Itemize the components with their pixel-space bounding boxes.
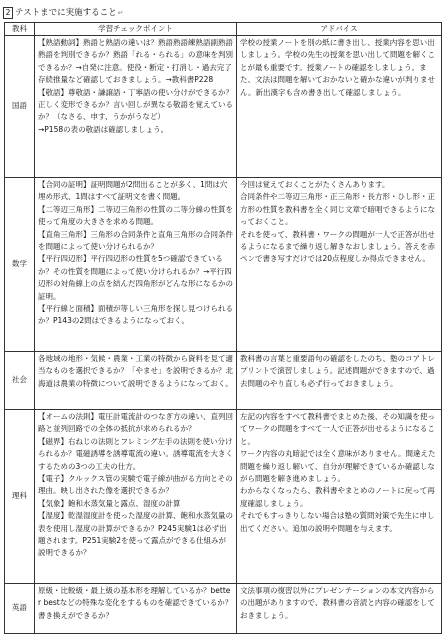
checkpoint-cell xyxy=(35,584,237,634)
checkpoint-line: 【電子】クルックス管の実験で電子線が曲がる方向とその理由。映し出された像を選択できるか？ xyxy=(38,474,233,496)
checkpoint-line: 【平行四辺形】平行四辺形の性質を5つ確認できているか？その性質を問題によって使い分けられるか？→平行四辺形の対角線上の点を結んだ四角形がどんな形になるかの証明。 xyxy=(38,254,233,301)
subject-cell: 数学 xyxy=(5,178,35,352)
advice-line: それでもすっきりしない場合は塾の質問対策で先生に申し出てください。追加の説明や問題を与えます。 xyxy=(240,511,435,533)
checkpoint-line: 各地域の地形・気候・農業・工業の特徴から資料を見て適当なものを選択できるか？「やませ」を説明できるか？北海道は農業の特徴について説明できるようになっておく。 xyxy=(38,354,233,388)
document-title xyxy=(3,6,124,20)
advice-line: 教科書の言葉と重要語句の確認をしたのち、塾のコアトレプリントで演習しましょう。記述問題ができますので、過去問題のやり直しも必ず行っておきましょう。 xyxy=(240,354,435,388)
checkpoint-line: 【直角三角形】三角形の合同条件と直角三角形の合同条件を問題によって使い分けられるか？ xyxy=(38,229,233,252)
advice-cell xyxy=(237,584,442,634)
advice-line: 学校の授業ノートを別の紙に書き出し、授業内容を思い出しましょう。学校の先生の授業を思い出して問題を解くことが最も重要です。授業ノートの確認をしましょう。また、文法は問題を解いておかないと確かな違いが判りません。新出漢字も含め書き出して確認しましょう。 xyxy=(240,38,435,97)
checkpoint-cell xyxy=(35,352,237,410)
checkpoint-line: 【熟語動詞】熟語と熟語の違いは？熟語熟語練熟語副熟語熟語を判別できるか？熟語「れる・られる」の意味を判別できるか？→自発に注意。使役・断定・打消し・過去完了存続推量など確認しておきましょう。→教科書P228 xyxy=(38,38,233,85)
table-row-social xyxy=(5,352,442,410)
title-text: テストまでに実施すること xyxy=(15,8,117,18)
checkpoint-line: 【平行線と面積】面積が等しい三角形を探し見つけられるか？P143の2問はできるようになっておく。 xyxy=(38,304,233,326)
advice-line: 合同条件や二等辺三角形・正三角形・長方形・ひし形・正方形の性質を教科書を全く同じ文章で暗唱できるようになっておくこと。 xyxy=(240,192,435,227)
table-header-row xyxy=(5,23,442,36)
checkpoint-line: 【湿度】乾湿湿度計を使った湿度の計算、飽和水蒸気量の表を使用し湿度の計算ができるか？P245実験1は必ず出題されます。P251実験2を使って露点ができる仕組みが説明できるか？ xyxy=(38,511,233,558)
checkpoint-cell xyxy=(35,410,237,584)
checkpoint-line: 【二等辺三角形】二等辺三角形の性質の二等分線の性質を使って角度の大きさを求める問題。 xyxy=(38,204,233,227)
checkpoint-line: 【気象】飽和水蒸気量と露点、湿度の計算 xyxy=(38,498,181,508)
advice-line: わからなくなったら、教科書やまとめのノートに戻って再度確認しましょう。 xyxy=(240,486,435,508)
checkpoint-line: 【敬語】尊敬語・謙譲語・丁寧語の使い分けができるか？正しく変形できるか？言い回しが異なる敬語を覚えているか？（なさる、申す、うかがうなど） xyxy=(38,87,233,122)
paragraph-mark-icon: ↵ xyxy=(117,9,124,17)
advice-line: ワーク内容の丸暗記では全く意味がありません。間違えた問題を繰り返し解いて、自分が理解できているか確認しながら問題を解き進めましょう。 xyxy=(240,449,436,484)
checkpoint-line: 【オームの法則】電圧計電流計のつなぎ方の違い、直列回路と並列回路での全体の抵抗が求められるか？ xyxy=(38,412,233,434)
header-checkpoint: 学習チェックポイント xyxy=(35,23,237,36)
checkpoint-line: →P158の表の敬語は確認しましょう。 xyxy=(38,124,169,134)
subject-cell: 理科 xyxy=(5,410,35,584)
checkpoint-cell xyxy=(35,178,237,352)
advice-cell xyxy=(237,178,442,352)
advice-line: 文法事項の復習以外にプレゼンテーションの本文内容からの出題がありますので、教科書の音読と内容の確認をしておきましょう。 xyxy=(240,586,435,620)
advice-line: それを使って、教科書・ワークの問題が一人で正答が出せるようになるまで繰り返し解きなおしましょう。答えを赤ペンで書き写すだけでは20点程度しか得点できません。 xyxy=(240,229,435,264)
table-row-english xyxy=(5,584,442,634)
table-row-japanese xyxy=(5,36,442,178)
checkpoint-cell xyxy=(35,36,237,178)
title-number-box: 2 xyxy=(3,7,13,19)
checkpoint-line: 【合同の証明】証明問題が2問出ることが多く、1問は穴埋め形式、1問はすべて証明文を書く問題。 xyxy=(38,180,228,202)
advice-line: 今回は覚えておくことがたくさんあります。 xyxy=(240,180,390,189)
advice-cell xyxy=(237,410,442,584)
subject-cell: 国語 xyxy=(5,36,35,178)
subject-cell: 社会 xyxy=(5,352,35,410)
subject-cell: 英語 xyxy=(5,584,35,634)
advice-line: 左記の内容をすべて教科書でまとめた後、その知識を使ってワークの問題をすべて一人で正答が出せるようになること。 xyxy=(240,412,435,446)
header-advice: アドバイス xyxy=(237,23,442,36)
study-checkpoint-table xyxy=(4,22,442,634)
advice-cell xyxy=(237,352,442,410)
checkpoint-line: 【磁界】右ねじの法則とフレミング左手の法則を使い分けられるか？電磁誘導を誘導電流の違い。誘導電流を大きくするための3つの工夫の仕方。 xyxy=(38,436,233,471)
advice-cell xyxy=(237,36,442,178)
header-subject: 教科 xyxy=(5,23,35,36)
checkpoint-line: 原級・比較級・最上級の基本形を理解しているか？better bestなどの特殊な変化をするものを確認できているか？書き換えができるか？ xyxy=(38,586,233,620)
table-row-math xyxy=(5,178,442,352)
table-row-science xyxy=(5,410,442,584)
